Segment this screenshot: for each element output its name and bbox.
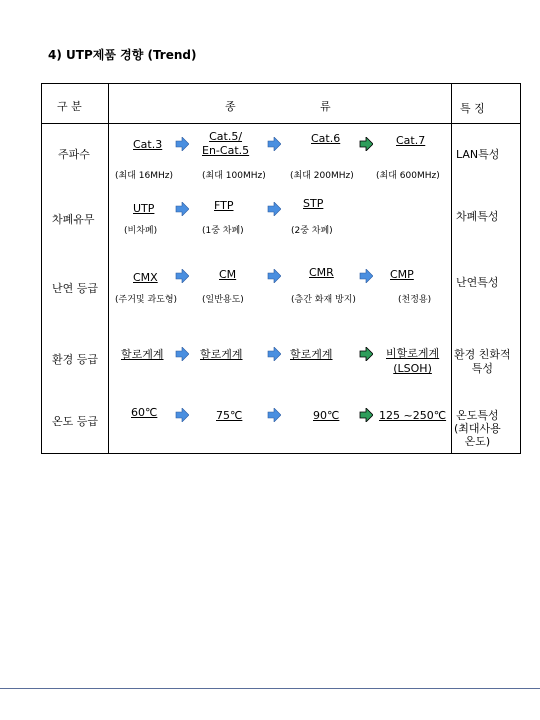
item-cm: CM bbox=[219, 268, 237, 281]
item-temp-high: 125 ~250℃ bbox=[379, 409, 447, 422]
note-unshielded: (비차폐) bbox=[124, 226, 158, 236]
item-cat3: Cat.3 bbox=[133, 138, 163, 151]
arrow-right-icon bbox=[359, 347, 373, 361]
item-cmr: CMR bbox=[309, 266, 334, 279]
item-halogen-1: 할로게계 bbox=[121, 348, 164, 361]
note-double-shield: (2중 차폐) bbox=[291, 226, 333, 236]
arrow-right-icon bbox=[359, 137, 373, 151]
item-cat6: Cat.6 bbox=[311, 132, 341, 145]
arrow-right-icon bbox=[359, 408, 373, 422]
arrow-right-icon bbox=[175, 137, 189, 151]
item-utp: UTP bbox=[133, 202, 155, 215]
note-600mhz: (최대 600MHz) bbox=[376, 171, 440, 181]
arrow-right-icon bbox=[267, 408, 281, 422]
item-cmp: CMP bbox=[390, 268, 414, 281]
feature-lan: LAN특성 bbox=[456, 148, 500, 161]
note-plenum: (천정용) bbox=[398, 295, 432, 305]
item-cat7: Cat.7 bbox=[396, 134, 426, 147]
feature-flame: 난연특성 bbox=[456, 276, 499, 289]
row-label-shielding: 차폐유무 bbox=[52, 213, 95, 226]
arrow-right-icon bbox=[267, 269, 281, 283]
header-type-a: 종 bbox=[225, 100, 236, 113]
item-cat5: Cat.5/ En-Cat.5 bbox=[202, 130, 250, 157]
header-type-b: 류 bbox=[320, 100, 331, 113]
column-divider bbox=[108, 84, 109, 453]
arrow-right-icon bbox=[175, 347, 189, 361]
feature-environment: 환경 친화적 특성 bbox=[454, 348, 511, 375]
arrow-right-icon bbox=[175, 408, 189, 422]
note-16mhz: (최대 16MHz) bbox=[115, 171, 173, 181]
item-ftp: FTP bbox=[214, 199, 234, 212]
note-residential: (주거및 과도형) bbox=[115, 295, 178, 305]
note-100mhz: (최대 100MHz) bbox=[202, 171, 266, 181]
arrow-right-icon bbox=[359, 269, 373, 283]
item-temp-75: 75℃ bbox=[216, 409, 243, 422]
arrow-right-icon bbox=[267, 347, 281, 361]
note-riser: (층간 화재 방지) bbox=[291, 295, 356, 305]
trend-table bbox=[41, 83, 521, 454]
item-stp: STP bbox=[303, 197, 324, 210]
column-divider bbox=[451, 84, 452, 453]
item-temp-90: 90℃ bbox=[313, 409, 340, 422]
item-halogen-3: 할로게계 bbox=[290, 348, 333, 361]
row-label-temperature: 온도 등급 bbox=[52, 415, 99, 428]
page-title: 4) UTP제품 경향 (Trend) bbox=[48, 48, 197, 62]
arrow-right-icon bbox=[175, 269, 189, 283]
header-category: 구 분 bbox=[57, 100, 82, 113]
note-single-shield: (1중 차폐) bbox=[202, 226, 244, 236]
item-lsoh: 비할로게계 (LSOH) bbox=[386, 347, 440, 375]
feature-temperature: 온도특성 (최대사용 온도) bbox=[454, 409, 501, 448]
arrow-right-icon bbox=[267, 202, 281, 216]
arrow-right-icon bbox=[267, 137, 281, 151]
item-halogen-2: 할로게계 bbox=[200, 348, 243, 361]
row-label-environment: 환경 등급 bbox=[52, 353, 99, 366]
note-general: (일반용도) bbox=[202, 295, 244, 305]
note-200mhz: (최대 200MHz) bbox=[290, 171, 354, 181]
header-divider bbox=[42, 123, 520, 124]
header-feature: 특 징 bbox=[460, 102, 485, 115]
footer-rule bbox=[0, 688, 540, 689]
row-label-flame: 난연 등급 bbox=[52, 282, 99, 295]
item-cmx: CMX bbox=[133, 271, 158, 284]
feature-shielding: 차폐특성 bbox=[456, 210, 499, 223]
item-temp-60: 60℃ bbox=[131, 406, 158, 419]
arrow-right-icon bbox=[175, 202, 189, 216]
row-label-frequency: 주파수 bbox=[58, 148, 90, 161]
